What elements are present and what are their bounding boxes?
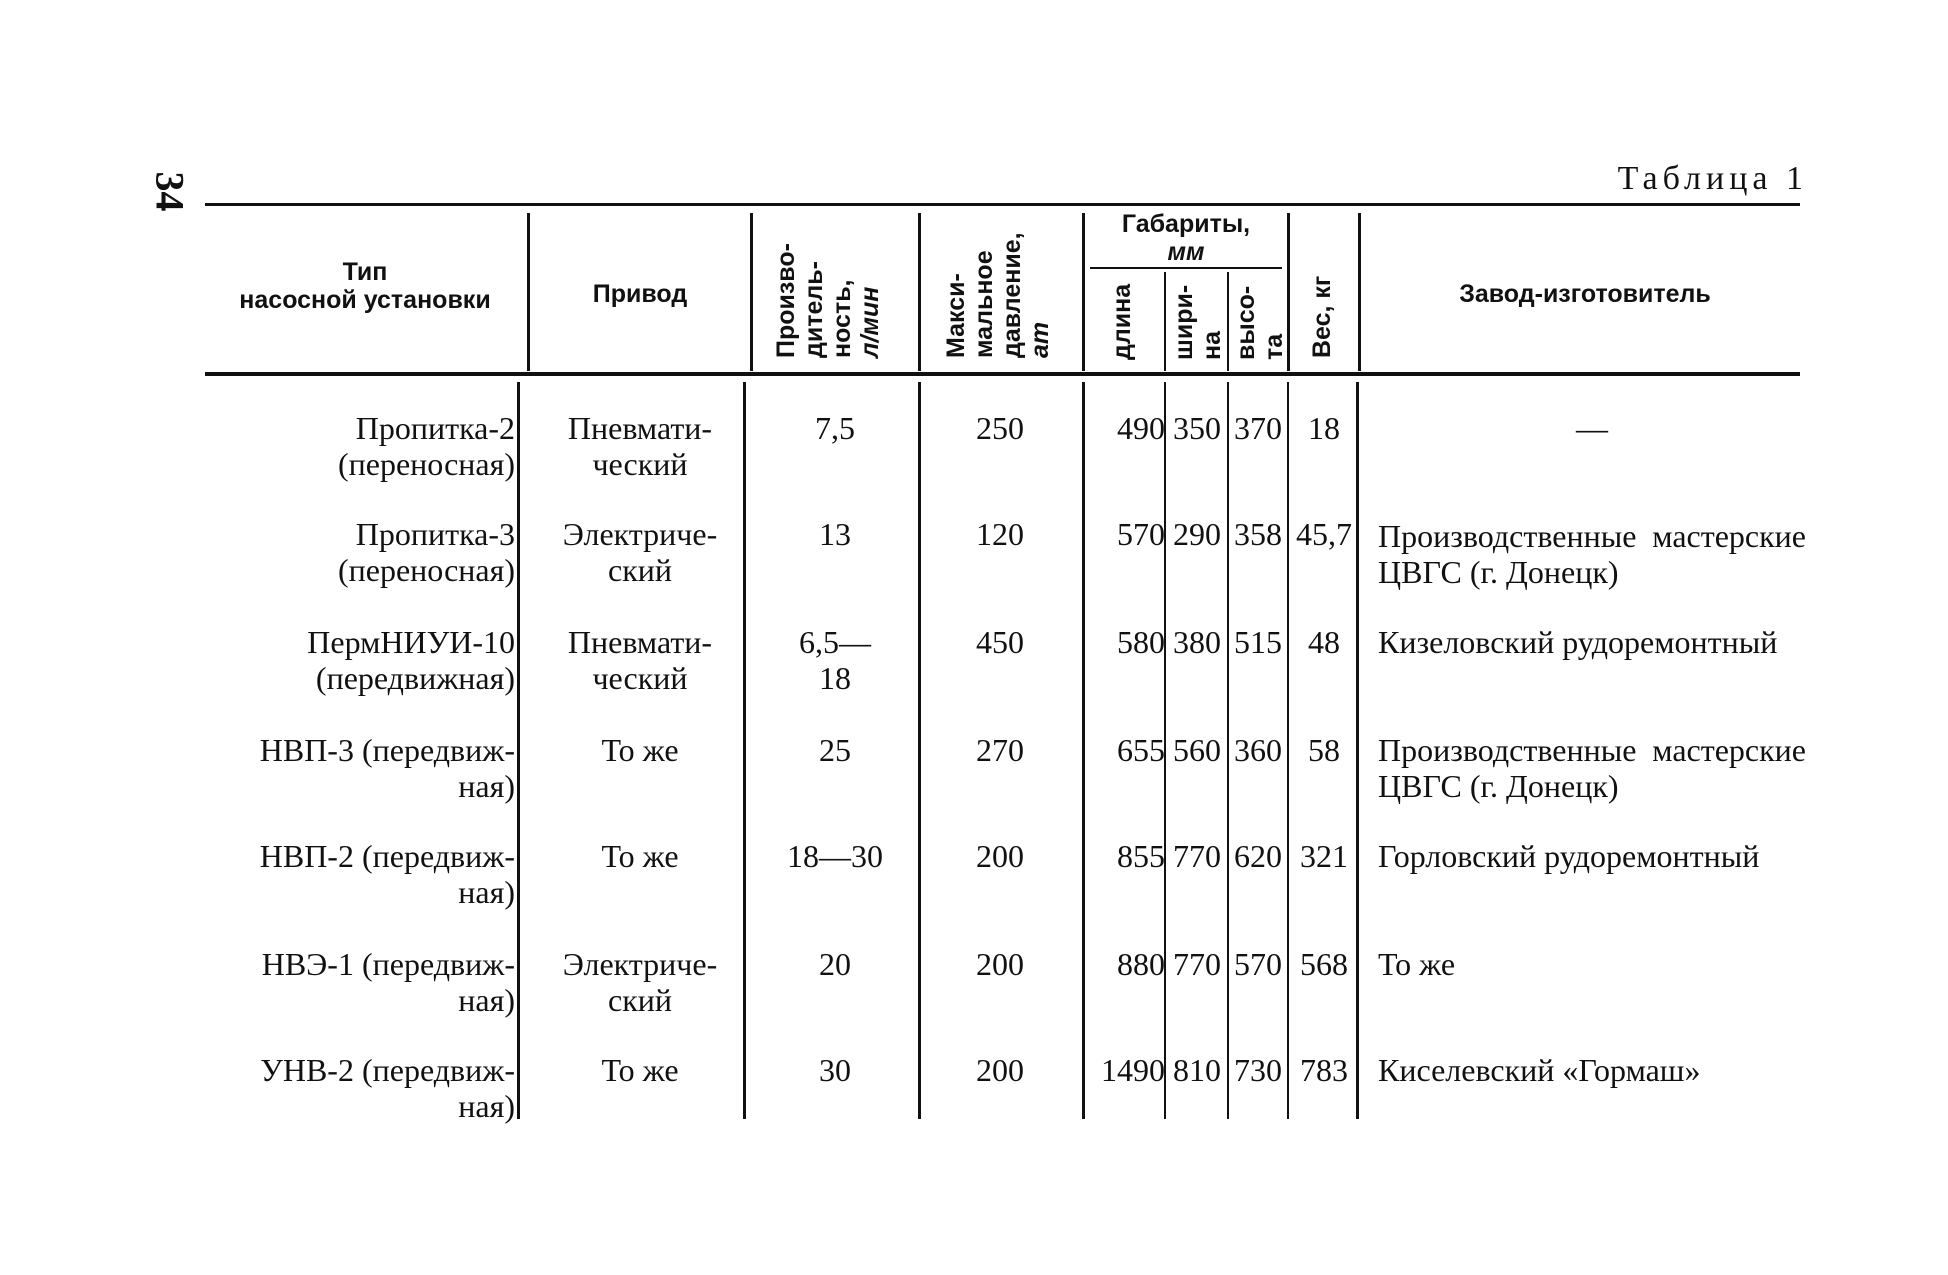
cell-drive-line: То же: [601, 1052, 679, 1088]
cell-type-line: ПермНИУИ-10: [307, 624, 515, 660]
cell-pressure: 200: [976, 838, 1024, 874]
cell-height: 570: [1234, 946, 1282, 982]
cell-productivity-line: 6,5—: [799, 624, 871, 660]
header-height-line2: та: [1260, 333, 1288, 360]
cell-drive: [530, 732, 750, 768]
cell-maker: Кизеловский рудоремонтный: [1378, 624, 1778, 660]
cell-productivity: [755, 516, 915, 552]
cell-weight: 783: [1300, 1052, 1348, 1088]
cell-type: [195, 732, 515, 804]
cell-width: 810: [1173, 1052, 1221, 1088]
cell-width: 770: [1173, 838, 1221, 874]
cell-type-line: (передвижная): [315, 660, 515, 696]
cell-drive: [530, 516, 750, 588]
cell-productivity: [755, 624, 915, 696]
header-weight-text: Вес, кг: [1308, 275, 1336, 358]
cell-weight: 568: [1300, 946, 1348, 982]
body-divider: [517, 382, 520, 1119]
cell-type-line: ная): [458, 768, 515, 804]
page-number: 34: [147, 171, 193, 212]
cell-productivity-line: 7,5: [815, 410, 855, 446]
cell-length: 1490: [1101, 1052, 1165, 1088]
cell-height: 730: [1234, 1052, 1282, 1088]
cell-drive-line: Пневмати-: [567, 410, 713, 446]
dimensions-subrule: [1090, 267, 1282, 269]
cell-maker: Производственные мастерские ЦВГС (г. Донецк): [1378, 518, 1806, 590]
cell-maker: То же: [1378, 946, 1456, 982]
header-length: [1108, 284, 1136, 360]
cell-pressure: 200: [976, 1052, 1024, 1088]
cell-weight: 45,7: [1296, 516, 1352, 552]
cell-drive: [530, 838, 750, 874]
cell-maker: Производственные мастерские ЦВГС (г. Донецк): [1378, 732, 1806, 804]
cell-drive-line: Электриче-: [562, 946, 718, 982]
header-productivity-line2: дитель-: [800, 261, 828, 358]
cell-pressure: 120: [976, 516, 1024, 552]
header-pressure: [942, 232, 1054, 358]
header-type: [210, 258, 520, 314]
cell-type: [195, 946, 515, 1018]
cell-productivity: [755, 732, 915, 768]
cell-productivity: [755, 946, 915, 982]
cell-length: 580: [1117, 624, 1165, 660]
cell-length: 570: [1117, 516, 1165, 552]
cell-drive-line: Электриче-: [562, 516, 718, 552]
cell-length: 490: [1117, 410, 1165, 446]
table-caption: Таблица 1: [1617, 160, 1808, 197]
cell-type: [195, 410, 515, 482]
header-dimensions-line2: мм: [1167, 238, 1205, 266]
cell-drive-line: Пневмати-: [567, 624, 713, 660]
cell-maker: Киселевский «Гормаш»: [1378, 1052, 1701, 1088]
cell-weight: 18: [1308, 410, 1340, 446]
header-productivity: [772, 243, 884, 358]
cell-productivity-line: 18: [819, 660, 851, 696]
header-height: [1232, 286, 1288, 360]
cell-height: 620: [1234, 838, 1282, 874]
header-width-line1: шири-: [1170, 284, 1198, 360]
cell-productivity-line: 30: [819, 1052, 851, 1088]
cell-height: 358: [1234, 516, 1282, 552]
cell-width: 380: [1173, 624, 1221, 660]
cell-drive-line: ческий: [592, 660, 688, 696]
cell-productivity-line: 18—30: [787, 838, 883, 874]
cell-type-line: ная): [458, 874, 515, 910]
cell-type-line: НВП-2 (передвиж-: [259, 838, 515, 874]
cell-drive-line: То же: [601, 838, 679, 874]
header-pressure-line2: мальное: [970, 250, 998, 358]
header-divider: [1358, 213, 1361, 371]
header-divider: [1082, 213, 1085, 371]
cell-type-line: НВП-3 (передвиж-: [259, 732, 515, 768]
header-divider: [527, 213, 530, 371]
header-width-line2: на: [1198, 330, 1226, 360]
cell-type-line: УНВ-2 (передвиж-: [260, 1052, 515, 1088]
cell-length: 880: [1117, 946, 1165, 982]
header-type-line1: Тип: [342, 258, 388, 286]
cell-length: 655: [1117, 732, 1165, 768]
header-productivity-line4: л/мин: [856, 286, 884, 358]
cell-drive: [530, 946, 750, 1018]
header-pressure-line3: давление,: [998, 232, 1026, 358]
cell-length: 855: [1117, 838, 1165, 874]
cell-productivity: [755, 1052, 915, 1088]
cell-drive-line: То же: [601, 732, 679, 768]
header-width: [1170, 285, 1226, 360]
cell-drive-line: ский: [608, 552, 672, 588]
cell-type: [195, 624, 515, 696]
cell-width: 350: [1173, 410, 1221, 446]
header-dimensions: [1090, 210, 1282, 266]
cell-width: 290: [1173, 516, 1221, 552]
cell-productivity-line: 20: [819, 946, 851, 982]
cell-height: 360: [1234, 732, 1282, 768]
cell-pressure: 450: [976, 624, 1024, 660]
table-top-rule: [205, 203, 1800, 206]
header-divider: [1164, 272, 1166, 371]
cell-drive: [530, 624, 750, 696]
header-divider: [750, 213, 753, 371]
cell-pressure: 250: [976, 410, 1024, 446]
cell-productivity: [755, 410, 915, 446]
cell-weight: 48: [1308, 624, 1340, 660]
cell-type-line: ная): [458, 982, 515, 1018]
header-pressure-line4: ат: [1026, 321, 1054, 358]
cell-drive: [530, 410, 750, 482]
header-divider: [918, 213, 921, 371]
header-drive: Привод: [592, 280, 688, 308]
cell-maker: —: [1576, 410, 1608, 446]
header-length-text: длина: [1108, 283, 1136, 360]
header-type-line2: насосной установки: [239, 286, 491, 314]
cell-type-line: (переносная): [337, 552, 515, 588]
header-pressure-line1: Макси-: [942, 273, 970, 358]
cell-height: 515: [1234, 624, 1282, 660]
cell-drive-line: ческий: [592, 446, 688, 482]
header-bottom-rule: [205, 372, 1800, 376]
cell-type-line: НВЭ-1 (передвиж-: [261, 946, 515, 982]
cell-type-line: Пропитка-2: [355, 410, 515, 446]
cell-productivity-line: 13: [819, 516, 851, 552]
cell-height: 370: [1234, 410, 1282, 446]
cell-productivity: [755, 838, 915, 874]
header-weight: [1308, 276, 1336, 358]
cell-pressure: 270: [976, 732, 1024, 768]
cell-drive: [530, 1052, 750, 1088]
cell-drive-line: ский: [608, 982, 672, 1018]
cell-type-line: (переносная): [337, 446, 515, 482]
header-maker: Завод-изготовитель: [1459, 280, 1711, 308]
cell-weight: 58: [1308, 732, 1340, 768]
header-productivity-line1: Произво-: [772, 243, 800, 358]
cell-pressure: 200: [976, 946, 1024, 982]
header-height-line1: высо-: [1232, 285, 1260, 360]
cell-type: [195, 838, 515, 910]
cell-type: [195, 516, 515, 588]
cell-productivity-line: 25: [819, 732, 851, 768]
cell-width: 770: [1173, 946, 1221, 982]
cell-weight: 321: [1300, 838, 1348, 874]
header-dimensions-line1: Габариты,: [1121, 210, 1251, 238]
cell-type-line: ная): [458, 1088, 515, 1124]
cell-type: [195, 1052, 515, 1124]
header-divider: [1227, 272, 1229, 371]
cell-type-line: Пропитка-3: [355, 516, 515, 552]
cell-maker: Горловский рудоремонтный: [1378, 838, 1760, 874]
cell-width: 560: [1173, 732, 1221, 768]
header-productivity-line3: ность,: [828, 279, 856, 358]
